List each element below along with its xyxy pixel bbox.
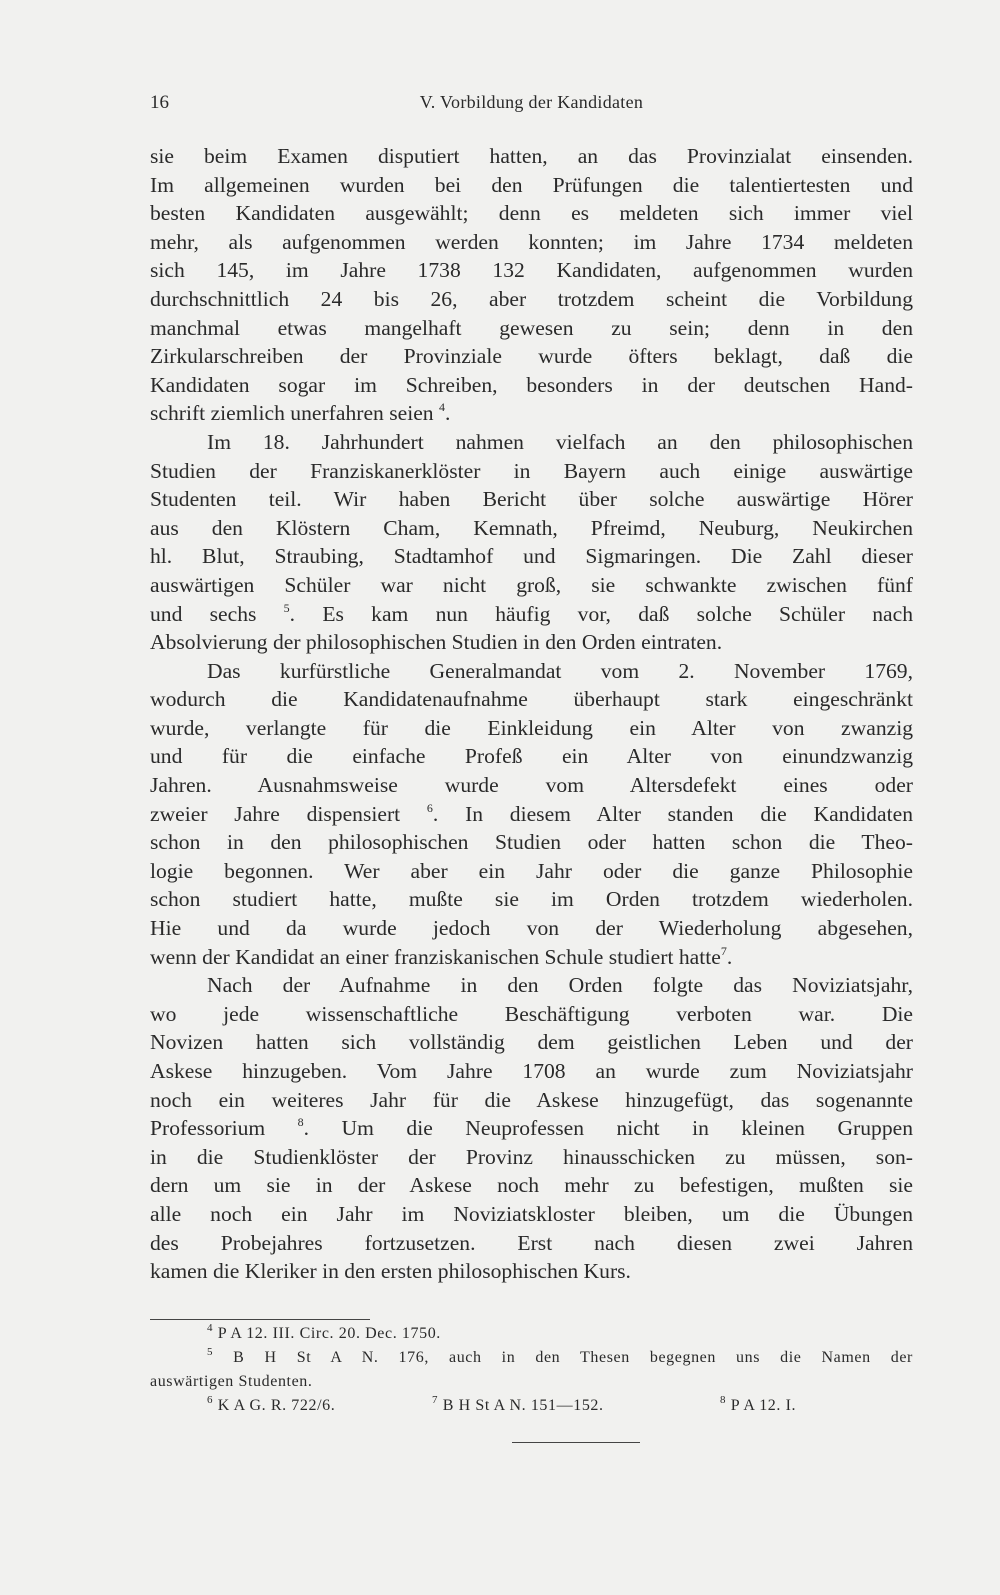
running-title: V. Vorbildung der Kandidaten — [419, 92, 644, 112]
paragraph-start: Nach der Aufnahme in den Orden folgte das Noviziatsjahr, — [207, 973, 913, 998]
text-line: wodurch die Kandidatenaufnahme überhaupt stark eingeschränkt — [150, 687, 913, 712]
footnote-mark: 8 — [720, 1394, 727, 1406]
footnote-6 — [207, 1394, 432, 1418]
footnote-5-cont: auswärtigen Studenten. — [150, 1373, 313, 1390]
footnote-ref[interactable]: 5 — [283, 600, 290, 615]
page-header — [150, 92, 913, 122]
punctuation: . — [445, 401, 451, 426]
text-line: dern um sie in der Askese noch mehr zu befestigen, mußten sie — [150, 1173, 913, 1198]
text-segment: zweier Jahre dispensiert — [150, 801, 401, 826]
text-line: sie beim Examen disputiert hatten, an das Provinzialat einsenden. — [150, 144, 913, 168]
text-line: aus den Klöstern Cham, Kemnath, Pfreimd, Neuburg, Neukirchen — [150, 515, 913, 540]
footnote-mark: 7 — [432, 1394, 439, 1406]
footnote-text: P A 12. III. Circ. 20. Dec. 1750. — [217, 1325, 441, 1342]
footnote-mark: 5 — [207, 1346, 214, 1358]
text-segment: Es kam nun häufig vor, daß solche Schüler nach — [322, 601, 914, 626]
text-segment: Um die Neuprofessen nicht in kleinen Gruppen — [341, 1116, 914, 1141]
text-segment: wenn der Kandidat an einer franziskanischen Schule studiert hatte — [150, 944, 721, 969]
end-rule — [512, 1442, 640, 1443]
text-line: durchschnittlich 24 bis 26, aber trotzdem scheint die Vorbildung — [150, 286, 913, 311]
footnote-text: B H St A N. 176, auch in den Thesen begegnen uns die Namen der — [233, 1349, 913, 1366]
text-segment: Professorium — [150, 1116, 266, 1141]
text-line: sich 145, im Jahre 1738 132 Kandidaten, aufgenommen wurden — [150, 258, 913, 283]
text-line: manchmal etwas mangelhaft gewesen zu sein; denn in den — [150, 315, 913, 340]
footnote-ref[interactable]: 6 — [426, 800, 433, 815]
footnote-8 — [720, 1394, 796, 1418]
text-line: Absolvierung der philosophischen Studien in den Orden eintraten. — [150, 630, 723, 655]
text-line: Im allgemeinen wurden bei den Prüfungen die talentiertesten und — [150, 172, 913, 197]
text-line: auswärtigen Schüler war nicht groß, sie schwankte zwischen fünf — [150, 572, 913, 597]
text-line: mehr, als aufgenommen werden konnten; im Jahre 1734 meldeten — [150, 229, 913, 254]
text-line: kamen die Kleriker in den ersten philosophischen Kurs. — [150, 1259, 631, 1284]
text-line: Kandidaten sogar im Schreiben, besonders in der deutschen Hand- — [150, 372, 913, 397]
footnote-text: P A 12. I. — [730, 1397, 797, 1414]
paragraph-start: Das kurfürstliche Generalmandat vom 2. November 1769, — [207, 658, 913, 683]
text-line: wenn der Kandidat an einer franziskanischen Schule studiert hatte$^7$. — [150, 943, 733, 969]
text-line: des Probejahres fortzusetzen. Erst nach diesen zwei Jahren — [150, 1230, 913, 1255]
text-line: Professorium $^8$. Um die Neuprofessen nicht in kleinen Gruppen — [150, 1115, 914, 1141]
footnote-ref[interactable]: 7 — [720, 943, 727, 958]
text-line: noch ein weiteres Jahr für die Askese hinzugefügt, das sogenannte — [150, 1087, 913, 1112]
footnote-ref[interactable]: 4 — [439, 400, 445, 415]
text-line: schon studiert hatte, mußte sie im Orden trotzdem wiederholen. — [150, 887, 913, 912]
text-line — [150, 399, 913, 428]
footnote-5 — [150, 1346, 913, 1370]
text-line: Studien der Franziskanerklöster in Bayern auch einige auswärtige — [150, 458, 913, 483]
text-segment: In diesem Alter standen die Kandidaten — [465, 801, 914, 826]
footnote-text: B H St A N. 151—152. — [442, 1397, 604, 1414]
text-line: zweier Jahre dispensiert $^6$. In diesem Alter standen die Kandidaten — [150, 800, 914, 826]
footnote-mark: 6 — [207, 1394, 214, 1406]
text-line: wurde, verlangte für die Einkleidung ein Alter von zwanzig — [150, 715, 913, 740]
body-text — [150, 142, 913, 1286]
text-line: logie begonnen. Wer aber ein Jahr oder die ganze Philosophie — [150, 858, 913, 883]
text-line: Jahren. Ausnahmsweise wurde vom Altersdefekt eines oder — [150, 773, 913, 798]
text-line: und sechs $^5$. Es kam nun häufig vor, daß solche Schüler nach — [150, 600, 914, 626]
text-line: Hie und da wurde jedoch von der Wiederholung abgesehen, — [150, 916, 913, 941]
text-line: wo jede wissenschaftliche Beschäftigung verboten war. Die — [150, 1001, 913, 1026]
page-number: 16 — [150, 92, 169, 113]
footnote-mark: 4 — [207, 1322, 214, 1334]
footnote-text: K A G. R. 722/6. — [217, 1397, 336, 1414]
text-line: und für die einfache Profeß ein Alter von einundzwanzig — [150, 744, 913, 769]
text-line: in die Studienklöster der Provinz hinausschicken zu müssen, son- — [150, 1144, 913, 1169]
text-line: Novizen hatten sich vollständig dem geistlichen Leben und der — [150, 1030, 913, 1055]
text-line: Askese hinzugeben. Vom Jahre 1708 an wurde zum Noviziatsjahr — [150, 1059, 913, 1083]
footnote-row — [150, 1394, 913, 1418]
footnote-4 — [150, 1322, 913, 1346]
text-segment: schrift ziemlich unerfahren seien — [150, 401, 434, 426]
text-line: Studenten teil. Wir haben Bericht über solche auswärtige Hörer — [150, 487, 913, 512]
text-line: alle noch ein Jahr im Noviziatskloster bleiben, um die Übungen — [150, 1201, 913, 1226]
footnote-divider — [150, 1319, 370, 1320]
text-line: schon in den philosophischen Studien oder hatten schon die Theo- — [150, 830, 913, 855]
text-line: hl. Blut, Straubing, Stadtamhof und Sigmaringen. Die Zahl dieser — [150, 544, 913, 569]
footnote-7 — [432, 1394, 720, 1418]
paragraph-start: Im 18. Jahrhundert nahmen vielfach an den philosophischen — [207, 429, 913, 454]
footnotes — [150, 1322, 913, 1418]
text-line: besten Kandidaten ausgewählt; denn es meldeten sich immer viel — [150, 201, 913, 226]
text-segment: und sechs — [150, 601, 257, 626]
footnote-ref[interactable]: 8 — [297, 1115, 304, 1130]
text-line: Zirkularschreiben der Provinziale wurde öfters beklagt, daß die — [150, 344, 913, 369]
